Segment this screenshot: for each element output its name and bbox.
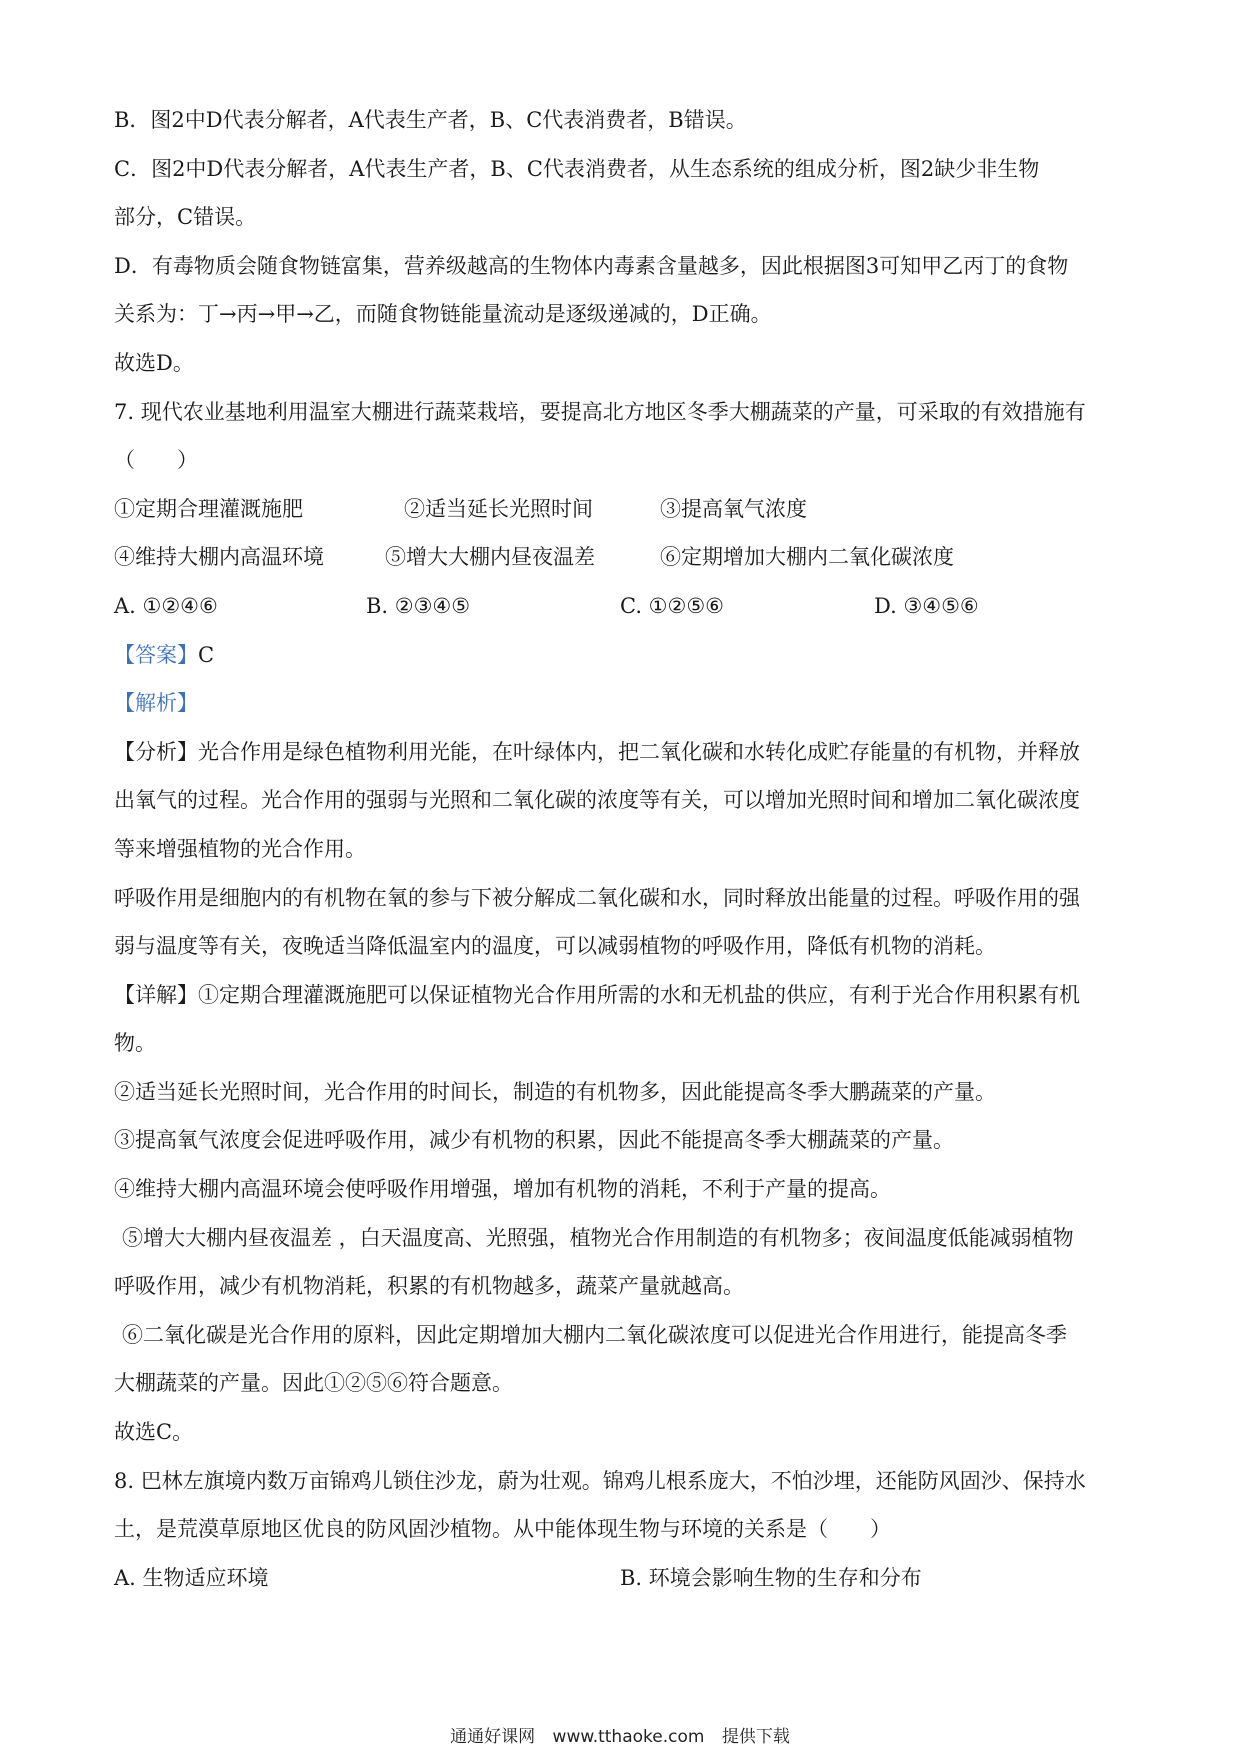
option-d-explanation: D．有毒物质会随食物链富集，营养级越高的生物体内毒素含量越多，因此根据图3可知甲乙丙丁的食物 [114, 253, 1069, 278]
option-c-explanation-cont: 部分，C错误。 [114, 205, 257, 230]
question-7-stem: 7. 现代农业基地利用温室大棚进行蔬菜栽培，要提高北方地区冬季大棚蔬菜的产量，可采取的有效措施有 [114, 399, 1086, 424]
page-footer [0, 1722, 1240, 1747]
footer-suffix: 提供下载 [721, 1727, 790, 1747]
analysis-line-4: 呼吸作用是细胞内的有机物在氧的参与下被分解成二氧化碳和水，同时释放出能量的过程。呼吸作用的强 [114, 885, 1080, 910]
analysis-tag: 【解析】 [114, 691, 198, 716]
page-content [114, 96, 1124, 1602]
q7-item-2: ②适当延长光照时间 [404, 496, 593, 521]
analysis-line-5: 弱与温度等有关，夜晚适当降低温室内的温度，可以减弱植物的呼吸作用，降低有机物的消耗。 [114, 934, 996, 959]
detail-line-3: ②适当延长光照时间，光合作用的时间长，制造的有机物多，因此能提高冬季大鹏蔬菜的产量。 [114, 1079, 996, 1104]
question-8-stem: 8. 巴林左旗境内数万亩锦鸡儿锁住沙龙，蔚为壮观。锦鸡儿根系庞大，不怕沙埋，还能防风固沙、保持水 [114, 1468, 1086, 1493]
question-8-stem-cont: 土，是荒漠草原地区优良的防风固沙植物。从中能体现生物与环境的关系是（ ） [114, 1517, 891, 1542]
q7-option-c: C. ①②⑤⑥ [620, 593, 724, 618]
option-c-explanation: C．图2中D代表分解者，A代表生产者，B、C代表消费者，从生态系统的组成分析，图2缺少非生物 [114, 156, 1040, 181]
choose-d: 故选D。 [114, 350, 194, 375]
detail-line-1: 【详解】①定期合理灌溉施肥可以保证植物光合作用所需的水和无机盐的供应，有利于光合作用积累有机 [114, 982, 1080, 1007]
q8-options-row [114, 1554, 1124, 1603]
q7-items-row-1 [114, 485, 1124, 534]
q7-item-6: ⑥定期增加大棚内二氧化碳浓度 [660, 545, 954, 570]
analysis-line-2: 出氧气的过程。光合作用的强弱与光照和二氧化碳的浓度等有关，可以增加光照时间和增加二氧化碳浓度 [114, 788, 1080, 813]
answer-line [114, 631, 1124, 680]
question-7-brackets: （ ） [114, 448, 198, 473]
analysis-line-3: 等来增强植物的光合作用。 [114, 836, 366, 861]
q7-option-d: D. ③④⑤⑥ [874, 593, 979, 618]
q7-option-b: B. ②③④⑤ [366, 593, 471, 618]
detail-line-9: 大棚蔬菜的产量。因此①②⑤⑥符合题意。 [114, 1371, 513, 1396]
q8-option-a: A. 生物适应环境 [114, 1565, 269, 1590]
q7-item-4: ④维持大棚内高温环境 [114, 545, 324, 570]
option-d-explanation-cont: 关系为：丁→丙→甲→乙，而随食物链能量流动是逐级递减的，D正确。 [114, 302, 772, 327]
analysis-line-1: 【分析】光合作用是绿色植物利用光能，在叶绿体内，把二氧化碳和水转化成贮存能量的有机物，并释放 [114, 739, 1080, 764]
detail-line-8: ⑥二氧化碳是光合作用的原料，因此定期增加大棚内二氧化碳浓度可以促进光合作用进行，能提高冬季 [122, 1322, 1067, 1347]
q7-item-3: ③提高氧气浓度 [660, 496, 807, 521]
footer-url[interactable]: www.tthaoke.com [552, 1727, 705, 1747]
answer-tag: 【答案】 [114, 642, 198, 667]
detail-line-2: 物。 [114, 1031, 156, 1056]
detail-line-6: ⑤增大大棚内昼夜温差 ，白天温度高、光照强，植物光合作用制造的有机物多；夜间温度低能减弱植物 [122, 1225, 1074, 1250]
detail-line-4: ③提高氧气浓度会促进呼吸作用，减少有机物的积累，因此不能提高冬季大棚蔬菜的产量。 [114, 1128, 954, 1153]
footer-site-name: 通通好课网 [450, 1727, 536, 1747]
q7-item-5: ⑤增大大棚内昼夜温差 [385, 545, 595, 570]
choose-c: 故选C。 [114, 1420, 194, 1445]
q7-items-row-2 [114, 533, 1124, 582]
detail-line-5: ④维持大棚内高温环境会使呼吸作用增强，增加有机物的消耗，不利于产量的提高。 [114, 1177, 891, 1202]
detail-line-7: 呼吸作用，减少有机物消耗，积累的有机物越多，蔬菜产量就越高。 [114, 1274, 744, 1299]
answer-value: C [198, 642, 215, 667]
q7-options-row [114, 582, 1124, 631]
option-b-explanation: B．图2中D代表分解者，A代表生产者，B、C代表消费者，B错误。 [114, 108, 747, 132]
q7-option-a: A. ①②④⑥ [114, 593, 218, 618]
q8-option-b: B. 环境会影响生物的生存和分布 [620, 1565, 922, 1590]
q7-item-1: ①定期合理灌溉施肥 [114, 496, 303, 521]
